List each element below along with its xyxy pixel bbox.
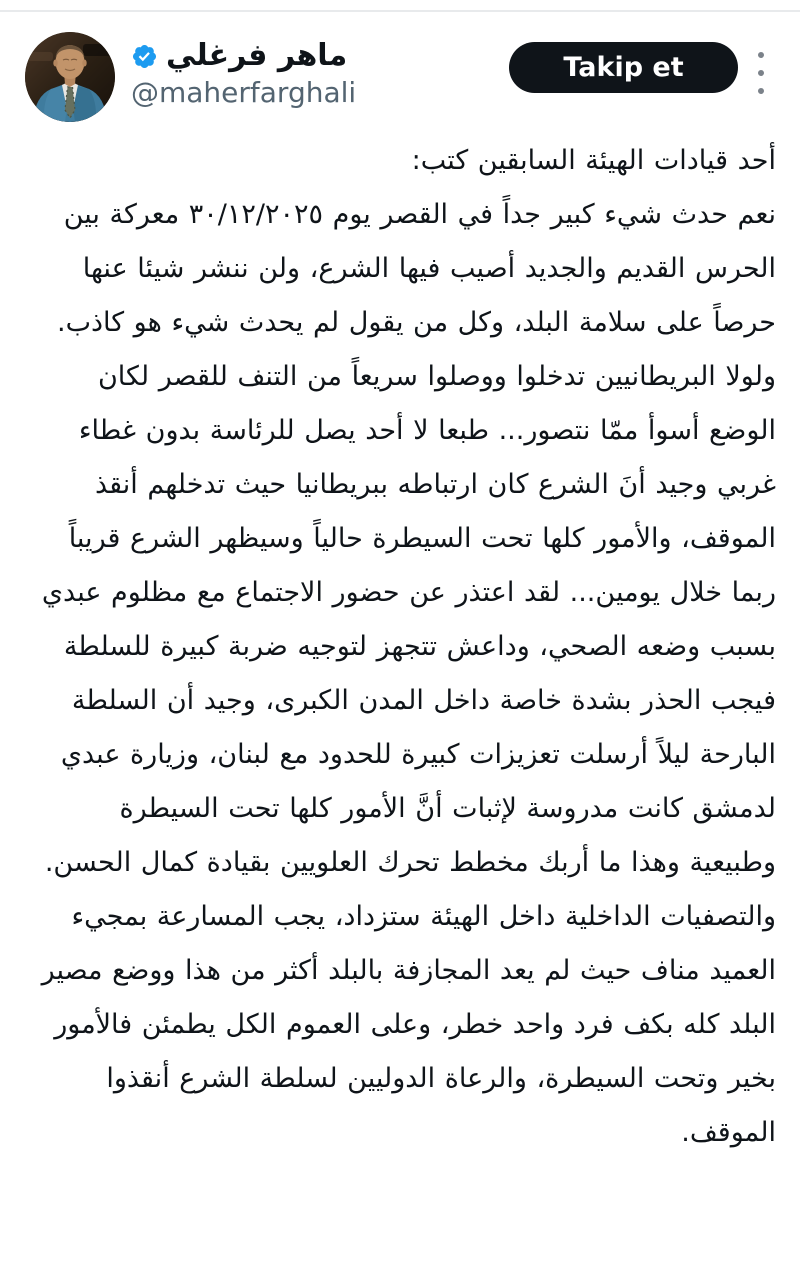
user-handle: @maherfarghali: [131, 76, 357, 109]
more-options-button[interactable]: [756, 48, 766, 98]
top-divider: [0, 10, 800, 12]
verified-badge-icon: [131, 43, 158, 70]
avatar[interactable]: [25, 32, 115, 122]
more-options-icon: [758, 70, 764, 76]
name-row: [131, 38, 356, 74]
follow-button[interactable]: Takip et: [509, 42, 738, 93]
name-block: [131, 32, 356, 110]
more-options-icon: [758, 52, 764, 58]
tweet-text: [0, 134, 800, 1160]
tweet-header: [0, 32, 800, 122]
tweet-body: نعم حدث شيء كبير جداً في القصر يوم ٣٠/١٢/٢٠٢٥ معركة بين الحرس القديم والجديد أصيب فيها الشرع، ولن ننشر شيئا عنها حرصاً على سلامة البلد، وكل من يقول لم يحدث شيء هو كاذب. ولولا البريطانيين تدخلوا ووصلوا سريعاً من التنف للقصر لكان الوضع أسوأ ممّا نتصور... طبعا لا أحد يصل للرئاسة بدون غطاء غربي وجيد أنَ الشرع كان ارتباطه ببريطانيا حيث تدخلهم أنقذ الموقف، والأمور كلها تحت السيطرة حالياً وسيظهر الشرع قريباً ربما خلال يومين... لقد اعتذر عن حضور الاجتماع مع مظلوم عبدي بسبب وضعه الصحي، وداعش تتجهز لتوجيه ضربة كبيرة للسلطة فيجب الحذر بشدة خاصة داخل المدن الكبرى، وجيد أن السلطة البارحة ليلاً أرسلت تعزيزات كبيرة للحدود مع لبنان، وزيارة عبدي لدمشق كانت مدروسة لإثبات أنَّ الأمور كلها تحت السيطرة وطبيعية وهذا ما أربك مخطط تحرك العلويين بقيادة كمال الحسن. والتصفيات الداخلية داخل الهيئة ستزداد، يجب المسارعة بمجيء العميد مناف حيث لم يعد المجازفة بالبلد أكثر من هذا ووضع مصير البلد كله بكف فرد واحد خطر، وعلى العموم الكل يطمئن فالأمور بخير وتحت السيطرة، والرعاة الدوليين لسلطة الشرع أنقذوا الموقف.: [41, 199, 776, 1148]
profile-photo: [25, 32, 115, 122]
display-name[interactable]: ماهر فرغلي: [166, 38, 348, 73]
more-options-icon: [758, 88, 764, 94]
tweet-intro-line: أحد قيادات الهيئة السابقين كتب:: [411, 145, 776, 176]
